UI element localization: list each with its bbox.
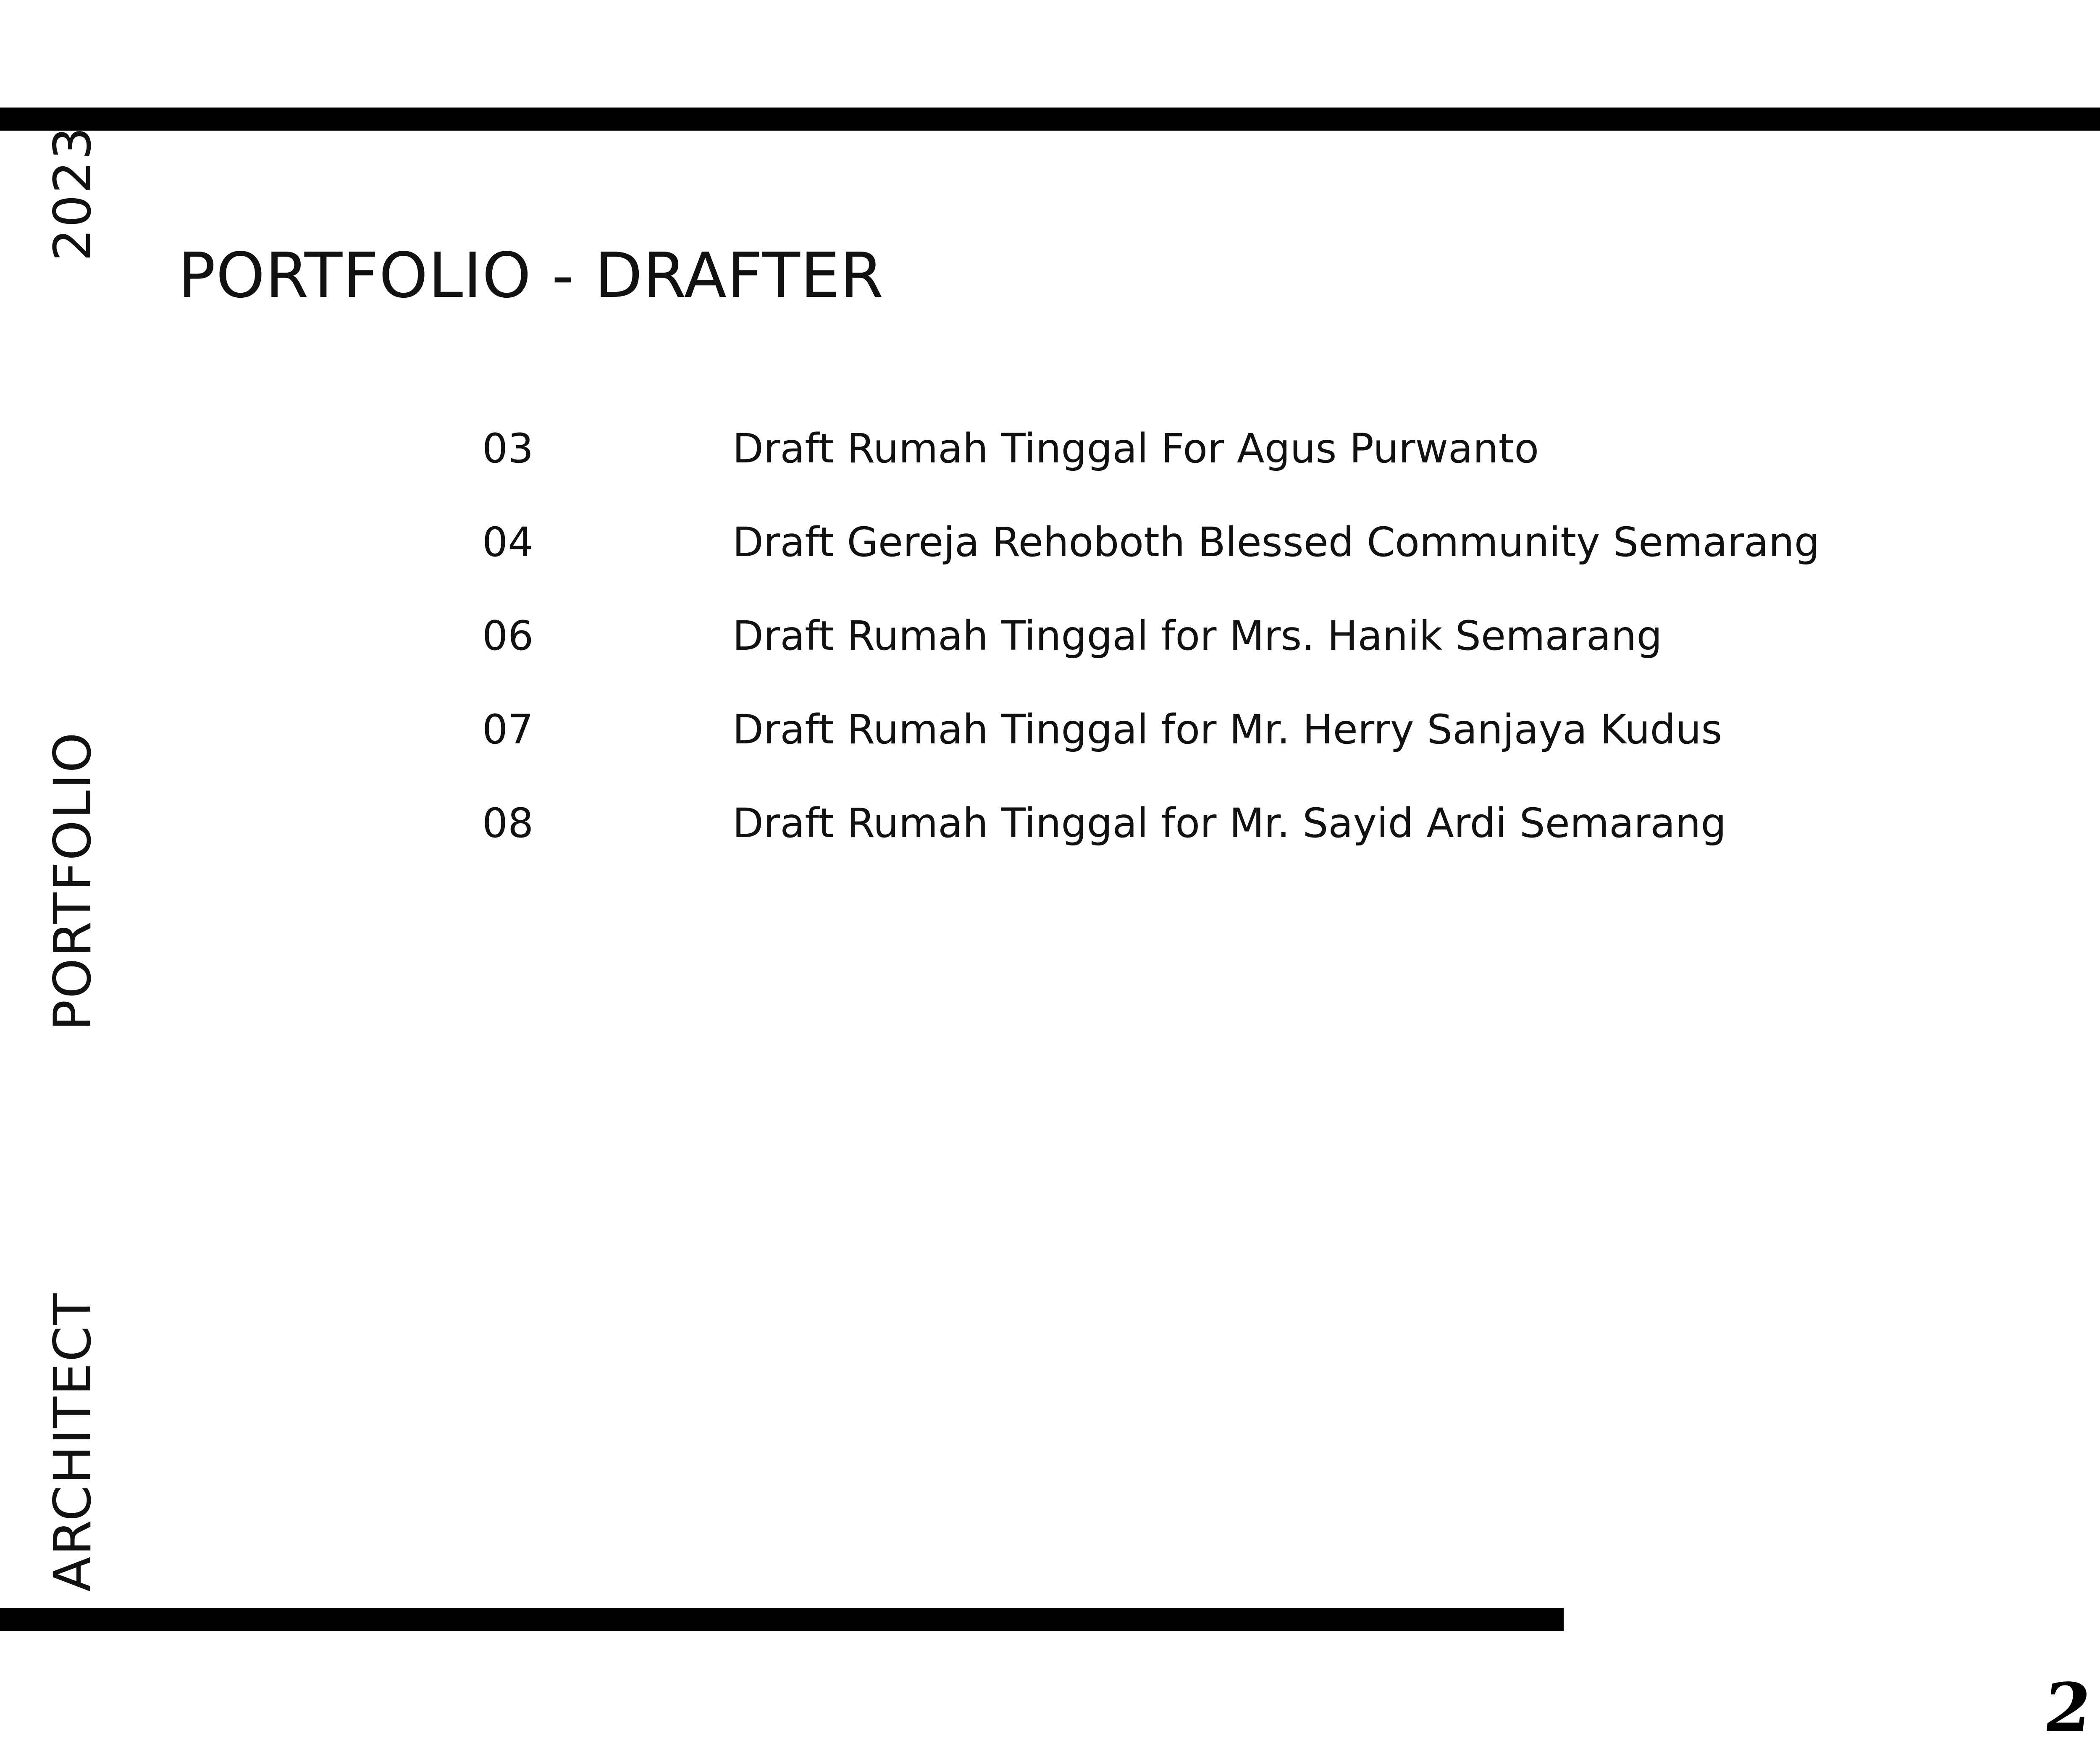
side-label-year: 2023 [43, 126, 102, 261]
toc-entry-title: Draft Rumah Tinggal for Mr. Herry Sanjaya Kudus [732, 706, 1722, 753]
toc-entry-title: Draft Rumah Tinggal For Agus Purwanto [732, 425, 1539, 472]
toc-page-number: 03 [482, 425, 534, 472]
toc-entry [482, 800, 1994, 897]
toc-entry [482, 425, 1994, 522]
toc-page-number: 07 [482, 706, 534, 753]
page-title: PORTFOLIO - DRAFTER [178, 239, 884, 312]
toc-entry [482, 706, 1994, 803]
toc-page-number: 04 [482, 519, 534, 566]
side-label-portfolio: PORTFOLIO [43, 731, 102, 1031]
bottom-rule [0, 1608, 1564, 1631]
toc-entry-title: Draft Gereja Rehoboth Blessed Community Semarang [732, 519, 1820, 566]
toc-entry [482, 612, 1994, 709]
toc-entry [482, 519, 1994, 616]
toc-entry-title: Draft Rumah Tinggal for Mrs. Hanik Semarang [732, 612, 1662, 659]
toc-page-number: 06 [482, 612, 534, 659]
toc-entry-title: Draft Rumah Tinggal for Mr. Sayid Ardi Semarang [732, 800, 1727, 847]
toc-page-number: 08 [482, 800, 534, 847]
top-rule [0, 108, 2100, 131]
page-number: 2 [2040, 1668, 2096, 1747]
table-of-contents [482, 425, 1994, 897]
side-label-architect: ARCHITECT [43, 1292, 102, 1592]
